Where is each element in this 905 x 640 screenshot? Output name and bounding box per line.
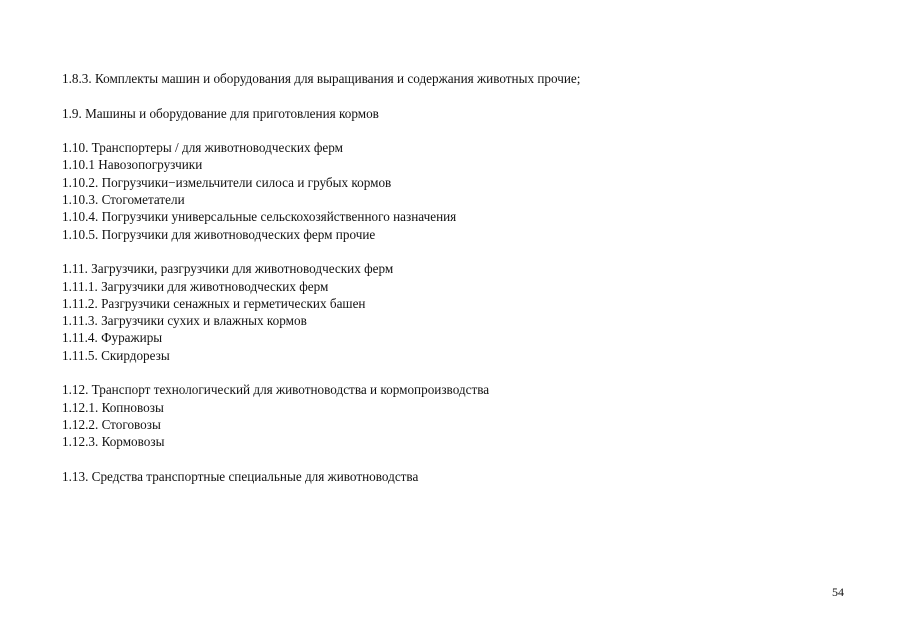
document-body — [62, 70, 862, 485]
paragraph-gap — [62, 364, 862, 381]
section-heading: 1.12. Транспорт технологический для животноводства и кормопроизводства — [62, 382, 490, 398]
paragraph-block — [62, 468, 862, 485]
list-item: 1.10.1 Навозопогрузчики — [62, 157, 203, 173]
paragraph-block — [62, 260, 862, 364]
paragraph-gap — [62, 122, 862, 139]
page-number: 54 — [832, 585, 844, 599]
list-item: 1.11.4. Фуражиры — [62, 330, 163, 346]
paragraph-block — [62, 381, 862, 450]
list-item: 1.12.3. Кормовозы — [62, 434, 165, 450]
list-item: 1.11.5. Скирдорезы — [62, 347, 170, 363]
list-item: 1.10.2. Погрузчики−измельчители силоса и грубых кормов — [62, 174, 392, 190]
text-line: 1.8.3. Комплекты машин и оборудования для выращивания и содержания животных прочие; — [62, 71, 581, 86]
paragraph-block — [62, 70, 862, 87]
paragraph-block — [62, 105, 862, 122]
list-item: 1.10.3. Стогометатели — [62, 192, 185, 208]
list-item: 1.12.1. Копновозы — [62, 399, 164, 415]
paragraph-gap — [62, 87, 862, 104]
list-item: 1.10.5. Погрузчики для животноводческих ферм прочие — [62, 226, 376, 242]
list-item: 1.11.1. Загрузчики для животноводческих ферм — [62, 278, 329, 294]
section-heading: 1.13. Средства транспортные специальные для животноводства — [62, 468, 419, 484]
section-heading: 1.10. Транспортеры / для животноводческих ферм — [62, 140, 343, 156]
list-item: 1.11.3. Загрузчики сухих и влажных кормов — [62, 313, 307, 329]
list-item: 1.11.2. Разгрузчики сенажных и герметических башен — [62, 295, 366, 311]
list-item: 1.10.4. Погрузчики универсальные сельскохозяйственного назначения — [62, 209, 457, 225]
list-item: 1.12.2. Стоговозы — [62, 416, 161, 432]
section-heading: 1.11. Загрузчики, разгрузчики для животноводческих ферм — [62, 261, 394, 277]
section-heading: 1.9. Машины и оборудование для приготовления кормов — [62, 105, 379, 121]
paragraph-gap — [62, 243, 862, 260]
paragraph-gap — [62, 451, 862, 468]
paragraph-block — [62, 139, 862, 243]
